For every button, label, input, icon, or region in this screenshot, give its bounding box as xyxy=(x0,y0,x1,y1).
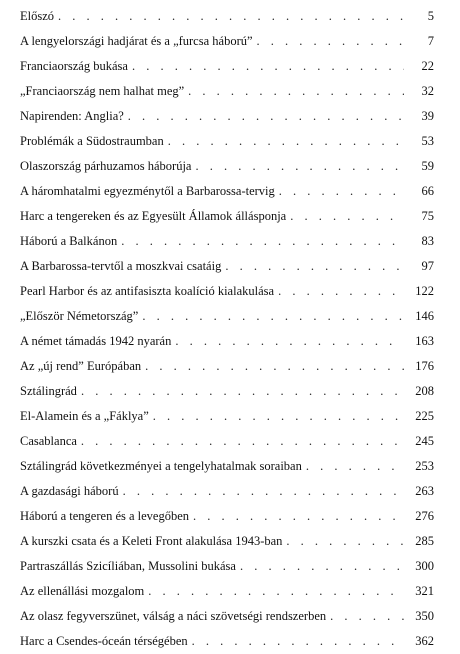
toc-entry xyxy=(20,79,434,104)
toc-entry xyxy=(20,529,434,554)
toc-entry xyxy=(20,629,434,654)
toc-entry-page: 225 xyxy=(415,409,434,423)
toc-entry-page: 208 xyxy=(415,384,434,398)
toc-entry xyxy=(20,604,434,629)
dot-leader xyxy=(330,604,404,629)
toc-entry-title: Az „új rend” Európában xyxy=(20,359,142,373)
toc-entry-title: Előszó xyxy=(20,9,55,23)
toc-entry xyxy=(20,229,434,254)
toc-entry-title: „Először Németország” xyxy=(20,309,139,323)
dot-leader xyxy=(81,429,404,454)
toc-entry-title: Casablanca xyxy=(20,434,77,448)
toc-entry-page: 22 xyxy=(421,59,434,73)
toc-entry-page: 245 xyxy=(415,434,434,448)
toc-entry-title: Az olasz fegyverszünet, válság a náci szövetségi rendszerben xyxy=(20,609,327,623)
toc-entry-title: Háború a Balkánon xyxy=(20,234,118,248)
dot-leader xyxy=(58,4,404,29)
toc-entry-page: 146 xyxy=(415,309,434,323)
toc-entry-page: 163 xyxy=(415,334,434,348)
dot-leader xyxy=(286,529,404,554)
toc-entry xyxy=(20,129,434,154)
toc-entry-page: 350 xyxy=(415,609,434,623)
toc-entry-title: Pearl Harbor és az antifasiszta koalíció kialakulása xyxy=(20,284,275,298)
dot-leader xyxy=(193,504,404,529)
toc-entry xyxy=(20,54,434,79)
toc-entry-page: 53 xyxy=(421,134,434,148)
toc-entry xyxy=(20,29,434,54)
dot-leader xyxy=(278,279,404,304)
toc-entry xyxy=(20,379,434,404)
toc-entry-title: A lengyelországi hadjárat és a „furcsa háború” xyxy=(20,34,253,48)
toc-entry xyxy=(20,404,434,429)
dot-leader xyxy=(290,204,404,229)
toc-entry xyxy=(20,179,434,204)
dot-leader xyxy=(132,54,404,79)
toc-entry-page: 285 xyxy=(415,534,434,548)
toc-entry-title: Napirenden: Anglia? xyxy=(20,109,124,123)
dot-leader xyxy=(188,79,404,104)
toc-entry-page: 83 xyxy=(421,234,434,248)
toc-entry xyxy=(20,579,434,604)
toc-entry xyxy=(20,254,434,279)
dot-leader xyxy=(225,254,404,279)
toc-entry xyxy=(20,479,434,504)
toc-entry-page: 39 xyxy=(421,109,434,123)
table-of-contents xyxy=(20,4,434,654)
dot-leader xyxy=(142,304,404,329)
toc-entry-title: Sztálingrád következményei a tengelyhatalmak soraiban xyxy=(20,459,302,473)
dot-leader xyxy=(153,404,404,429)
toc-entry-page: 176 xyxy=(415,359,434,373)
toc-entry-title: Olaszország párhuzamos háborúja xyxy=(20,159,192,173)
toc-entry xyxy=(20,304,434,329)
dot-leader xyxy=(168,129,404,154)
toc-entry-title: A Barbarossa-tervtől a moszkvai csatáig xyxy=(20,259,222,273)
toc-entry-page: 7 xyxy=(427,34,434,48)
toc-entry-title: Harc a tengereken és az Egyesült Államok állásponja xyxy=(20,209,287,223)
dot-leader xyxy=(279,179,404,204)
dot-leader xyxy=(195,154,404,179)
toc-entry xyxy=(20,454,434,479)
toc-entry xyxy=(20,554,434,579)
toc-entry xyxy=(20,279,434,304)
toc-entry-title: „Franciaország nem halhat meg” xyxy=(20,84,185,98)
toc-entry-title: Harc a Csendes-óceán térségében xyxy=(20,634,188,648)
dot-leader xyxy=(192,629,404,654)
toc-entry-page: 253 xyxy=(415,459,434,473)
toc-entry xyxy=(20,354,434,379)
toc-entry-page: 300 xyxy=(415,559,434,573)
toc-entry-page: 97 xyxy=(421,259,434,273)
toc-entry-page: 32 xyxy=(421,84,434,98)
toc-entry-title: Problémák a Südostraumban xyxy=(20,134,164,148)
toc-entry-page: 276 xyxy=(415,509,434,523)
dot-leader xyxy=(123,479,404,504)
toc-entry xyxy=(20,4,434,29)
toc-entry-page: 5 xyxy=(427,9,434,23)
toc-entry-page: 59 xyxy=(421,159,434,173)
dot-leader xyxy=(121,229,404,254)
toc-entry-title: A német támadás 1942 nyarán xyxy=(20,334,172,348)
dot-leader xyxy=(240,554,404,579)
toc-entry-title: El-Alamein és a „Fáklya” xyxy=(20,409,149,423)
toc-entry-title: A kurszki csata és a Keleti Front alakulása 1943-ban xyxy=(20,534,283,548)
dot-leader xyxy=(145,354,404,379)
toc-entry-title: Sztálingrád xyxy=(20,384,77,398)
toc-entry xyxy=(20,154,434,179)
toc-entry-page: 122 xyxy=(415,284,434,298)
dot-leader xyxy=(175,329,404,354)
dot-leader xyxy=(81,379,404,404)
toc-entry-title: A gazdasági háború xyxy=(20,484,119,498)
toc-entry-page: 66 xyxy=(421,184,434,198)
toc-entry-page: 321 xyxy=(415,584,434,598)
toc-entry xyxy=(20,204,434,229)
toc-entry-title: Háború a tengeren és a levegőben xyxy=(20,509,190,523)
toc-entry xyxy=(20,504,434,529)
toc-entry xyxy=(20,329,434,354)
toc-entry-title: Az ellenállási mozgalom xyxy=(20,584,145,598)
toc-entry-title: Partraszállás Szicíliában, Mussolini bukása xyxy=(20,559,236,573)
dot-leader xyxy=(306,454,404,479)
toc-entry-title: Franciaország bukása xyxy=(20,59,128,73)
toc-entry xyxy=(20,429,434,454)
dot-leader xyxy=(128,104,404,129)
toc-entry-page: 75 xyxy=(421,209,434,223)
toc-entry-page: 362 xyxy=(415,634,434,648)
toc-entry-page: 263 xyxy=(415,484,434,498)
dot-leader xyxy=(257,29,404,54)
dot-leader xyxy=(148,579,404,604)
toc-entry-title: A háromhatalmi egyezménytől a Barbarossa-tervig xyxy=(20,184,275,198)
toc-entry xyxy=(20,104,434,129)
